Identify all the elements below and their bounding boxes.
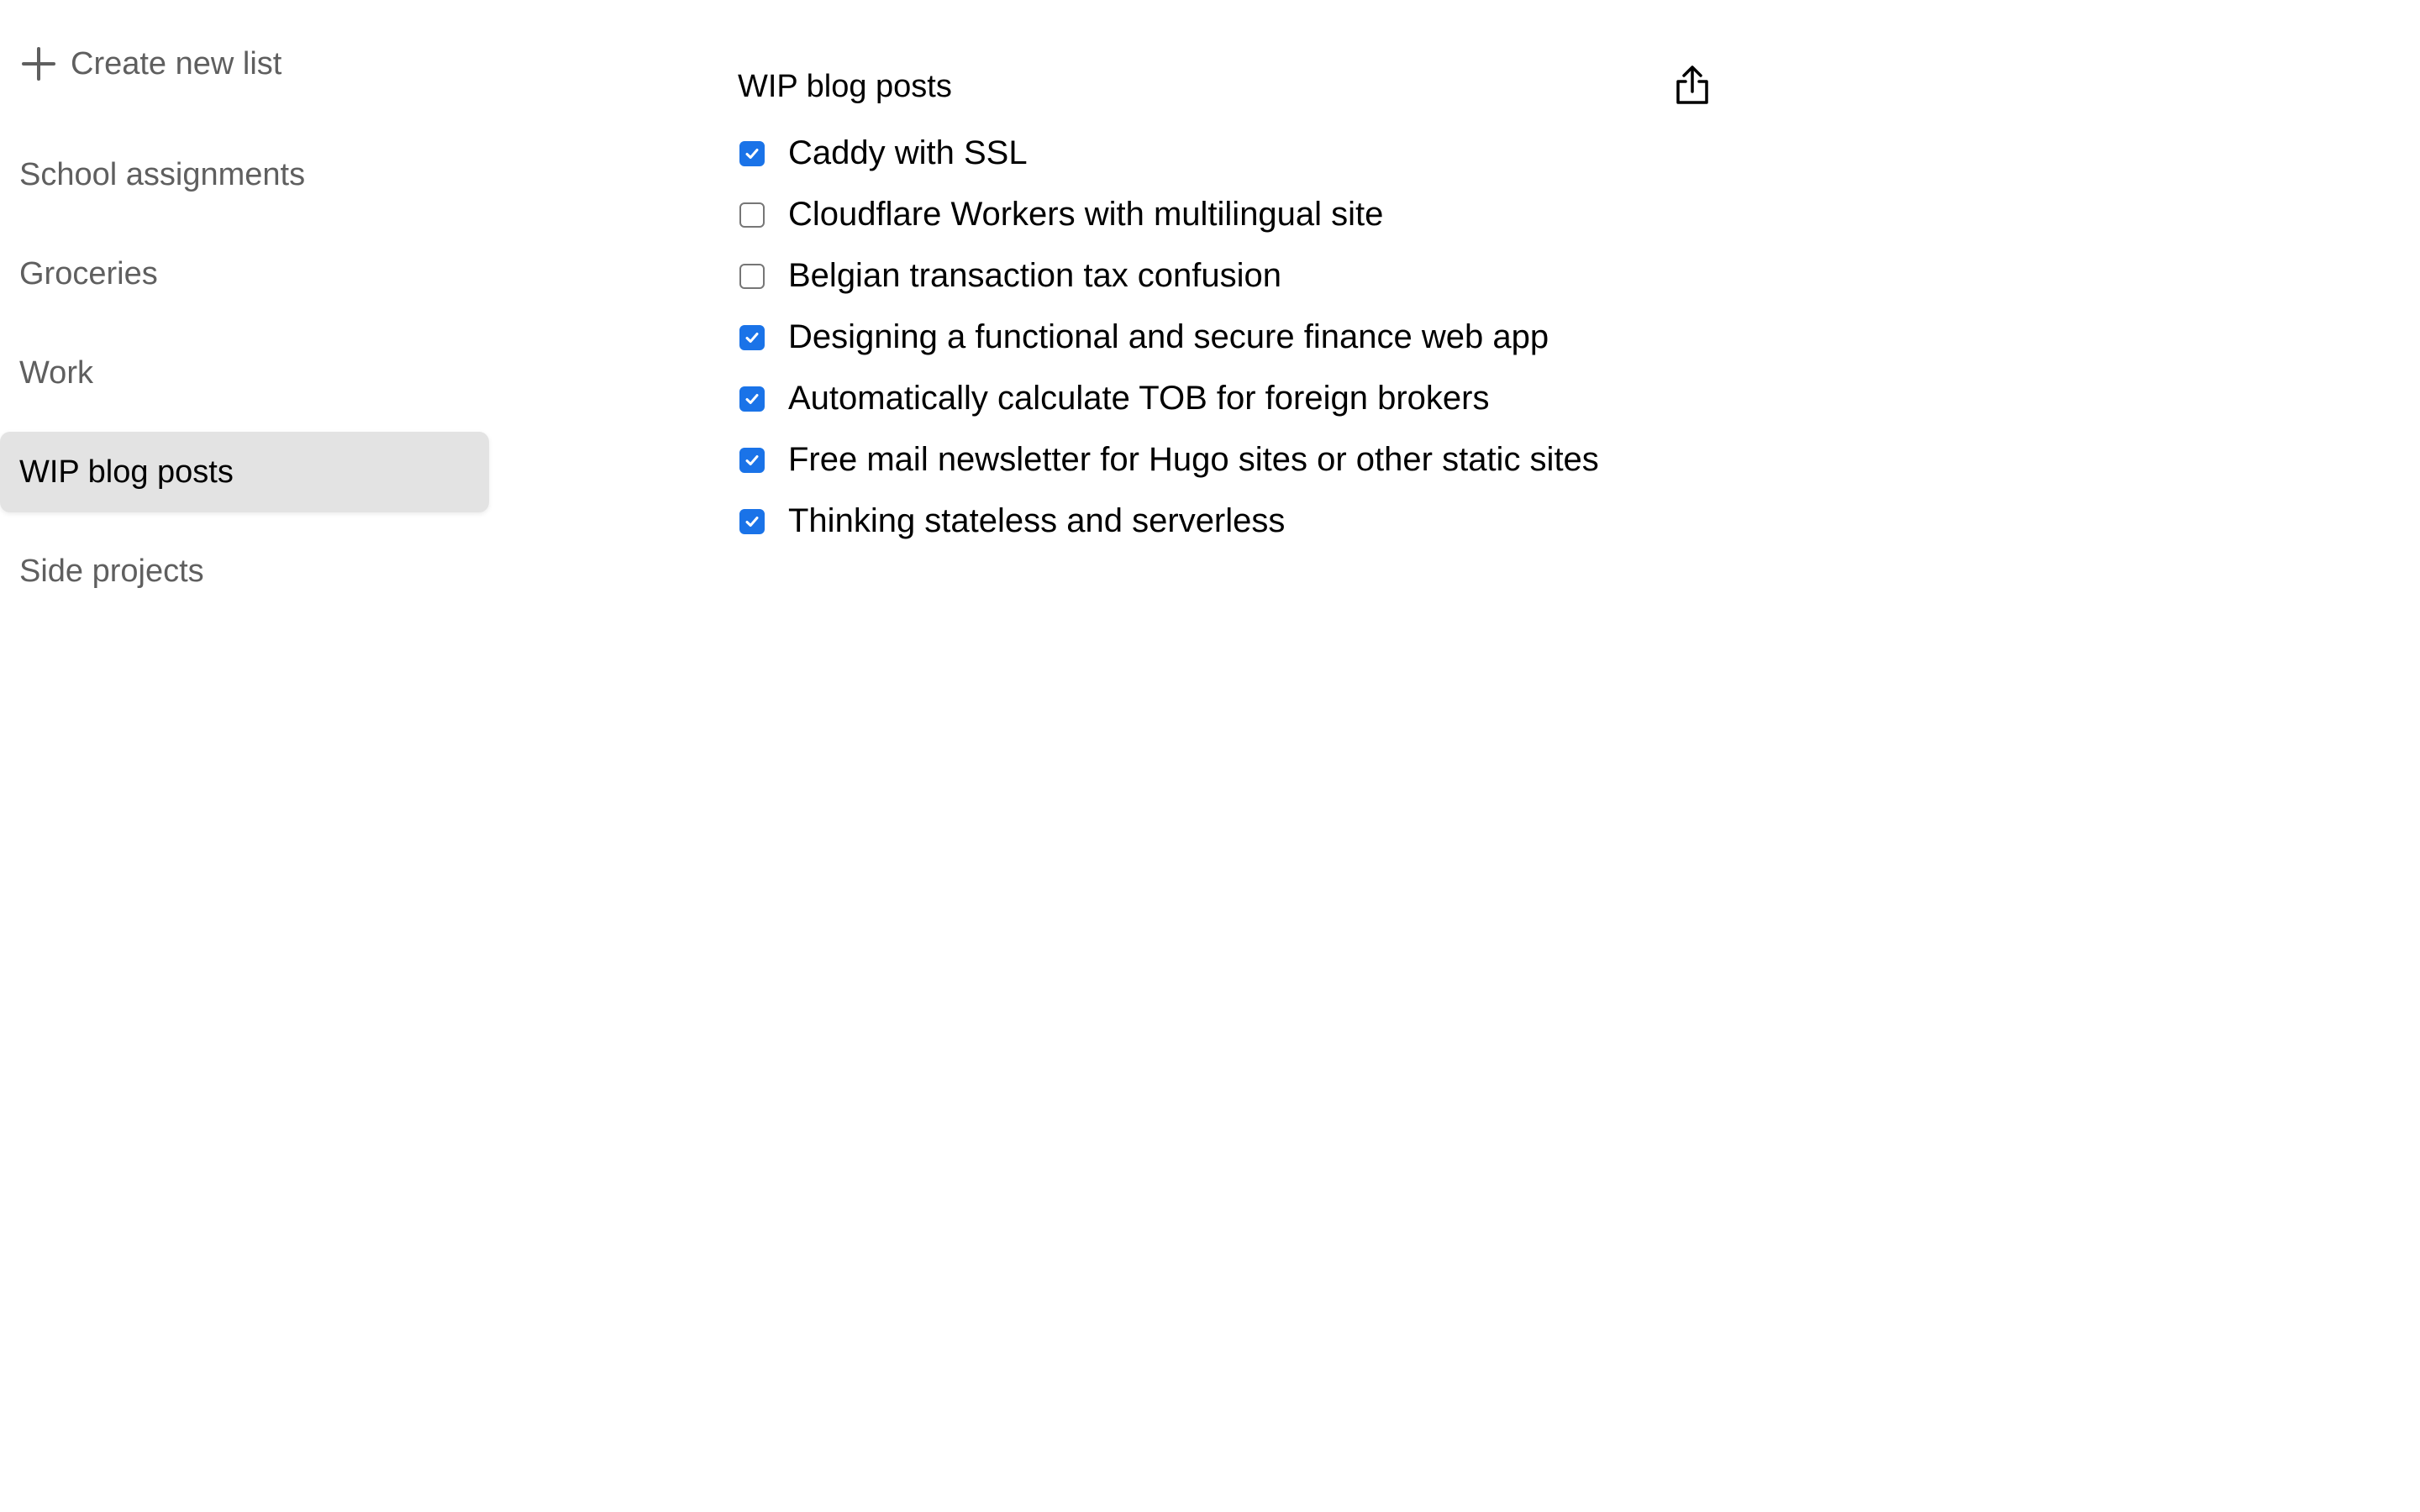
task-checkbox[interactable]	[739, 448, 765, 473]
task-checkbox[interactable]	[739, 202, 765, 228]
task-item	[738, 184, 1729, 245]
checkmark-icon	[744, 329, 760, 346]
checkmark-icon	[744, 452, 760, 469]
share-icon	[1674, 65, 1711, 107]
sidebar-item-label: School assignments	[19, 156, 306, 192]
task-checkbox[interactable]	[739, 509, 765, 534]
list-panel	[738, 50, 1729, 552]
task-label: Cloudflare Workers with multilingual site	[788, 196, 1384, 233]
list-nav	[0, 134, 496, 630]
task-list	[738, 123, 1729, 552]
checkmark-icon	[744, 145, 760, 162]
task-checkbox[interactable]	[739, 325, 765, 350]
task-item	[738, 491, 1729, 552]
sidebar-item-label: Side projects	[19, 553, 204, 589]
sidebar-item-school-assignments[interactable]	[0, 134, 489, 215]
list-title: WIP blog posts	[738, 68, 952, 104]
task-label: Free mail newsletter for Hugo sites or other static sites	[788, 441, 1599, 478]
task-item	[738, 123, 1729, 184]
sidebar-item-side-projects[interactable]	[0, 531, 489, 612]
task-label: Caddy with SSL	[788, 134, 1028, 171]
task-checkbox[interactable]	[739, 386, 765, 412]
share-button[interactable]	[1669, 62, 1716, 109]
list-header	[738, 50, 1729, 123]
task-item	[738, 429, 1729, 491]
sidebar-item-label: Groceries	[19, 255, 158, 291]
task-label: Thinking stateless and serverless	[788, 502, 1286, 539]
checkmark-icon	[744, 513, 760, 530]
sidebar-item-label: WIP blog posts	[19, 454, 234, 490]
task-item	[738, 368, 1729, 429]
plus-icon	[20, 45, 57, 82]
sidebar-item-work[interactable]	[0, 333, 489, 413]
task-label: Designing a functional and secure finance web app	[788, 318, 1549, 355]
create-new-list-button[interactable]	[20, 37, 281, 91]
create-new-list-label: Create new list	[71, 45, 282, 81]
sidebar	[0, 0, 496, 1512]
task-label: Belgian transaction tax confusion	[788, 257, 1282, 294]
sidebar-item-wip-blog-posts[interactable]	[0, 432, 489, 512]
sidebar-item-label: Work	[19, 354, 93, 391]
task-item	[738, 307, 1729, 368]
task-checkbox[interactable]	[739, 264, 765, 289]
task-label: Automatically calculate TOB for foreign brokers	[788, 380, 1490, 417]
task-item	[738, 245, 1729, 307]
sidebar-item-groceries[interactable]	[0, 234, 489, 314]
task-checkbox[interactable]	[739, 141, 765, 166]
checkmark-icon	[744, 391, 760, 407]
